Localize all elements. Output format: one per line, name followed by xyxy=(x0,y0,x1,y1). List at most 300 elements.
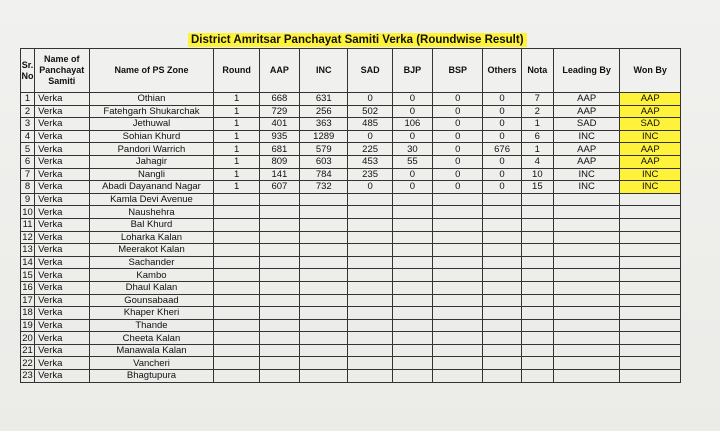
cell-leading-by xyxy=(553,244,620,257)
cell-ps-zone: Pandori Warrich xyxy=(89,143,214,156)
cell-ps-zone: Sohian Khurd xyxy=(89,130,214,143)
cell-panchayat-samiti: Verka xyxy=(35,269,89,282)
cell-bsp xyxy=(433,307,483,320)
cell-sad: 0 xyxy=(348,93,392,106)
cell-nota xyxy=(521,269,553,282)
cell-sad xyxy=(348,231,392,244)
cell-sad xyxy=(348,218,392,231)
cell-nota xyxy=(521,218,553,231)
cell-aap: 141 xyxy=(259,168,299,181)
cell-others: 0 xyxy=(483,168,521,181)
cell-sad: 0 xyxy=(348,130,392,143)
cell-won-by: AAP xyxy=(620,93,681,106)
cell-bsp: 0 xyxy=(433,168,483,181)
cell-others xyxy=(483,344,521,357)
header-others: Others xyxy=(483,49,521,93)
cell-others xyxy=(483,294,521,307)
cell-round xyxy=(214,269,259,282)
cell-leading-by xyxy=(553,193,620,206)
cell-bsp xyxy=(433,206,483,219)
cell-bsp xyxy=(433,319,483,332)
table-row xyxy=(21,281,681,294)
cell-others: 0 xyxy=(483,155,521,168)
cell-won-by xyxy=(620,269,681,282)
cell-inc: 631 xyxy=(300,93,348,106)
cell-panchayat-samiti: Verka xyxy=(35,256,89,269)
cell-others xyxy=(483,218,521,231)
cell-round: 1 xyxy=(214,118,259,131)
cell-others xyxy=(483,193,521,206)
cell-bjp: 0 xyxy=(392,93,432,106)
cell-ps-zone: Fatehgarh Shukarchak xyxy=(89,105,214,118)
cell-ps-zone: Sachander xyxy=(89,256,214,269)
table-row xyxy=(21,155,681,168)
table-row xyxy=(21,130,681,143)
cell-aap: 729 xyxy=(259,105,299,118)
cell-aap xyxy=(259,307,299,320)
cell-aap xyxy=(259,231,299,244)
cell-ps-zone: Cheeta Kalan xyxy=(89,332,214,345)
cell-sad xyxy=(348,294,392,307)
cell-bjp xyxy=(392,307,432,320)
cell-leading-by: AAP xyxy=(553,155,620,168)
cell-won-by xyxy=(620,281,681,294)
cell-ps-zone: Gounsabaad xyxy=(89,294,214,307)
cell-ps-zone: Khaper Kheri xyxy=(89,307,214,320)
cell-inc: 363 xyxy=(300,118,348,131)
cell-panchayat-samiti: Verka xyxy=(35,294,89,307)
cell-panchayat-samiti: Verka xyxy=(35,244,89,257)
cell-won-by xyxy=(620,344,681,357)
cell-sr-no: 21 xyxy=(22,345,33,357)
cell-nota xyxy=(521,231,553,244)
cell-panchayat-samiti: Verka xyxy=(35,168,89,181)
cell-sad xyxy=(348,370,392,383)
cell-sad xyxy=(348,256,392,269)
header-round: Round xyxy=(214,49,259,93)
cell-leading-by: AAP xyxy=(553,105,620,118)
table-row xyxy=(21,218,681,231)
cell-ps-zone: Abadi Dayanand Nagar xyxy=(89,181,214,194)
cell-round xyxy=(214,370,259,383)
cell-ps-zone: Naushehra xyxy=(89,206,214,219)
cell-round xyxy=(214,357,259,370)
cell-ps-zone: Vancheri xyxy=(89,357,214,370)
cell-bjp: 106 xyxy=(392,118,432,131)
cell-won-by: AAP xyxy=(620,155,681,168)
cell-inc: 784 xyxy=(300,168,348,181)
cell-nota xyxy=(521,370,553,383)
cell-sr-no: 7 xyxy=(21,168,35,181)
cell-bjp: 55 xyxy=(392,155,432,168)
table-row xyxy=(21,269,681,282)
cell-sad xyxy=(348,357,392,370)
cell-panchayat-samiti: Verka xyxy=(35,143,89,156)
cell-sr-no: 20 xyxy=(22,332,33,344)
cell-others: 0 xyxy=(483,118,521,131)
cell-sad: 502 xyxy=(348,105,392,118)
cell-aap xyxy=(259,332,299,345)
cell-leading-by xyxy=(553,294,620,307)
cell-nota xyxy=(521,244,553,257)
cell-bsp xyxy=(433,370,483,383)
cell-bjp: 0 xyxy=(392,181,432,194)
cell-sad xyxy=(348,269,392,282)
cell-round: 1 xyxy=(214,93,259,106)
cell-aap xyxy=(259,370,299,383)
cell-sad: 453 xyxy=(348,155,392,168)
cell-sad: 485 xyxy=(348,118,392,131)
cell-bjp xyxy=(392,370,432,383)
cell-leading-by xyxy=(553,269,620,282)
cell-nota xyxy=(521,307,553,320)
cell-sr-no: 19 xyxy=(22,319,33,331)
cell-aap: 401 xyxy=(259,118,299,131)
cell-panchayat-samiti: Verka xyxy=(35,93,89,106)
cell-bsp: 0 xyxy=(433,130,483,143)
cell-panchayat-samiti: Verka xyxy=(35,231,89,244)
cell-won-by xyxy=(620,332,681,345)
table-row xyxy=(21,332,681,345)
cell-bsp: 0 xyxy=(433,105,483,118)
cell-inc: 579 xyxy=(300,143,348,156)
cell-won-by xyxy=(620,307,681,320)
cell-nota: 6 xyxy=(521,130,553,143)
cell-nota xyxy=(521,344,553,357)
cell-sad xyxy=(348,319,392,332)
cell-inc xyxy=(300,370,348,383)
cell-round: 1 xyxy=(214,130,259,143)
cell-won-by xyxy=(620,256,681,269)
cell-others xyxy=(483,231,521,244)
results-table xyxy=(20,48,681,383)
cell-sr-no: 12 xyxy=(22,231,33,243)
cell-aap xyxy=(259,206,299,219)
cell-ps-zone: Kambo xyxy=(89,269,214,282)
cell-round: 1 xyxy=(214,155,259,168)
cell-bjp xyxy=(392,231,432,244)
cell-leading-by xyxy=(553,256,620,269)
header-panchayat-samiti: Name of Panchayat Samiti xyxy=(35,49,89,93)
header-bjp: BJP xyxy=(392,49,432,93)
table-row xyxy=(21,231,681,244)
cell-leading-by xyxy=(553,319,620,332)
cell-inc: 256 xyxy=(300,105,348,118)
cell-round xyxy=(214,307,259,320)
cell-ps-zone: Othian xyxy=(89,93,214,106)
cell-others: 0 xyxy=(483,93,521,106)
cell-nota: 4 xyxy=(521,155,553,168)
cell-sr-no: 15 xyxy=(22,269,33,281)
table-row xyxy=(21,118,681,131)
cell-aap xyxy=(259,256,299,269)
cell-aap xyxy=(259,344,299,357)
cell-bjp xyxy=(392,294,432,307)
cell-aap xyxy=(259,357,299,370)
cell-inc xyxy=(300,218,348,231)
table-row xyxy=(21,357,681,370)
cell-nota: 10 xyxy=(521,168,553,181)
cell-nota xyxy=(521,206,553,219)
cell-ps-zone: Dhaul Kalan xyxy=(89,281,214,294)
cell-others xyxy=(483,269,521,282)
cell-round: 1 xyxy=(214,105,259,118)
cell-nota xyxy=(521,332,553,345)
cell-won-by: INC xyxy=(620,130,681,143)
cell-ps-zone: Jethuwal xyxy=(89,118,214,131)
cell-sr-no: 14 xyxy=(22,257,33,269)
cell-inc xyxy=(300,281,348,294)
cell-ps-zone: Bhagtupura xyxy=(89,370,214,383)
cell-bjp xyxy=(392,332,432,345)
cell-bsp xyxy=(433,281,483,294)
table-row xyxy=(21,143,681,156)
cell-aap xyxy=(259,281,299,294)
cell-others xyxy=(483,357,521,370)
cell-bsp xyxy=(433,332,483,345)
cell-sr-no: 3 xyxy=(21,118,35,131)
cell-inc xyxy=(300,294,348,307)
cell-sr-no: 4 xyxy=(21,130,35,143)
cell-nota xyxy=(521,319,553,332)
cell-bjp: 30 xyxy=(392,143,432,156)
cell-bjp xyxy=(392,244,432,257)
cell-leading-by: AAP xyxy=(553,143,620,156)
cell-nota xyxy=(521,357,553,370)
cell-nota: 1 xyxy=(521,118,553,131)
table-row xyxy=(21,370,681,383)
cell-won-by: AAP xyxy=(620,105,681,118)
cell-aap: 668 xyxy=(259,93,299,106)
cell-panchayat-samiti: Verka xyxy=(35,206,89,219)
header-inc: INC xyxy=(300,49,348,93)
header-sad: SAD xyxy=(348,49,392,93)
cell-panchayat-samiti: Verka xyxy=(35,218,89,231)
cell-leading-by xyxy=(553,370,620,383)
cell-won-by xyxy=(620,357,681,370)
cell-leading-by: SAD xyxy=(553,118,620,131)
cell-panchayat-samiti: Verka xyxy=(35,332,89,345)
cell-aap: 809 xyxy=(259,155,299,168)
cell-ps-zone: Loharka Kalan xyxy=(89,231,214,244)
cell-won-by xyxy=(620,218,681,231)
cell-round xyxy=(214,231,259,244)
cell-bsp: 0 xyxy=(433,155,483,168)
table-row xyxy=(21,294,681,307)
cell-won-by xyxy=(620,319,681,332)
cell-sr-no: 1 xyxy=(21,93,35,106)
table-row xyxy=(21,256,681,269)
cell-leading-by xyxy=(553,307,620,320)
cell-round xyxy=(214,319,259,332)
cell-sr-no: 2 xyxy=(21,105,35,118)
cell-leading-by xyxy=(553,218,620,231)
cell-bsp xyxy=(433,244,483,257)
cell-leading-by xyxy=(553,281,620,294)
cell-round xyxy=(214,206,259,219)
header-aap: AAP xyxy=(259,49,299,93)
cell-bsp xyxy=(433,193,483,206)
cell-others: 0 xyxy=(483,130,521,143)
cell-round: 1 xyxy=(214,143,259,156)
header-leading-by: Leading By xyxy=(553,49,620,93)
cell-aap xyxy=(259,218,299,231)
cell-round xyxy=(214,294,259,307)
cell-ps-zone: Jahagir xyxy=(89,155,214,168)
cell-bjp xyxy=(392,319,432,332)
cell-leading-by: INC xyxy=(553,181,620,194)
cell-leading-by xyxy=(553,231,620,244)
cell-sad: 235 xyxy=(348,168,392,181)
cell-bjp xyxy=(392,281,432,294)
cell-sr-no: 18 xyxy=(22,307,33,319)
cell-leading-by: INC xyxy=(553,130,620,143)
table-row xyxy=(21,93,681,106)
cell-panchayat-samiti: Verka xyxy=(35,118,89,131)
cell-inc: 1289 xyxy=(300,130,348,143)
cell-sad xyxy=(348,193,392,206)
cell-bjp xyxy=(392,206,432,219)
cell-bjp xyxy=(392,269,432,282)
cell-round: 1 xyxy=(214,168,259,181)
cell-aap: 935 xyxy=(259,130,299,143)
cell-round: 1 xyxy=(214,181,259,194)
header-won-by: Won By xyxy=(620,49,681,93)
cell-panchayat-samiti: Verka xyxy=(35,281,89,294)
cell-panchayat-samiti: Verka xyxy=(35,357,89,370)
cell-nota xyxy=(521,294,553,307)
document-title: District Amritsar Panchayat Samiti Verka (Roundwise Result) xyxy=(188,33,527,47)
cell-others xyxy=(483,332,521,345)
cell-inc xyxy=(300,319,348,332)
cell-bjp xyxy=(392,218,432,231)
cell-inc xyxy=(300,231,348,244)
cell-inc xyxy=(300,269,348,282)
cell-inc xyxy=(300,244,348,257)
cell-sr-no: 11 xyxy=(21,218,35,231)
cell-others xyxy=(483,244,521,257)
cell-bjp: 0 xyxy=(392,168,432,181)
cell-others xyxy=(483,319,521,332)
cell-bsp xyxy=(433,269,483,282)
cell-round xyxy=(214,281,259,294)
cell-inc xyxy=(300,193,348,206)
cell-bsp xyxy=(433,344,483,357)
cell-leading-by: INC xyxy=(553,168,620,181)
cell-inc xyxy=(300,357,348,370)
cell-panchayat-samiti: Verka xyxy=(35,181,89,194)
cell-panchayat-samiti: Verka xyxy=(35,319,89,332)
cell-round xyxy=(214,218,259,231)
cell-sr-no: 8 xyxy=(21,181,35,194)
cell-sad: 225 xyxy=(348,143,392,156)
cell-inc: 732 xyxy=(300,181,348,194)
cell-nota: 1 xyxy=(521,143,553,156)
cell-round xyxy=(214,193,259,206)
cell-panchayat-samiti: Verka xyxy=(35,370,89,383)
cell-round xyxy=(214,256,259,269)
cell-ps-zone: Nangli xyxy=(89,168,214,181)
cell-bjp xyxy=(392,256,432,269)
cell-bjp: 0 xyxy=(392,105,432,118)
cell-bsp xyxy=(433,231,483,244)
cell-aap xyxy=(259,244,299,257)
cell-sr-no: 22 xyxy=(22,357,33,369)
cell-bsp xyxy=(433,357,483,370)
cell-nota xyxy=(521,256,553,269)
cell-others: 0 xyxy=(483,181,521,194)
cell-bjp xyxy=(392,193,432,206)
table-body xyxy=(21,93,681,383)
cell-bsp: 0 xyxy=(433,93,483,106)
cell-bsp: 0 xyxy=(433,181,483,194)
cell-others: 676 xyxy=(483,143,521,156)
cell-sad xyxy=(348,307,392,320)
cell-round xyxy=(214,344,259,357)
cell-won-by xyxy=(620,206,681,219)
cell-leading-by xyxy=(553,332,620,345)
cell-panchayat-samiti: Verka xyxy=(35,193,89,206)
cell-leading-by: AAP xyxy=(553,93,620,106)
cell-panchayat-samiti: Verka xyxy=(35,307,89,320)
cell-ps-zone: Kamla Devi Avenue xyxy=(89,193,214,206)
cell-inc xyxy=(300,344,348,357)
cell-inc xyxy=(300,307,348,320)
cell-bsp xyxy=(433,218,483,231)
cell-won-by xyxy=(620,193,681,206)
cell-bsp: 0 xyxy=(433,143,483,156)
cell-inc: 603 xyxy=(300,155,348,168)
header-sr-no: Sr. No xyxy=(21,49,35,93)
table-row xyxy=(21,344,681,357)
cell-aap xyxy=(259,193,299,206)
table-header-row xyxy=(21,49,681,93)
cell-won-by xyxy=(620,370,681,383)
cell-aap: 607 xyxy=(259,181,299,194)
cell-ps-zone: Thande xyxy=(89,319,214,332)
cell-bjp xyxy=(392,357,432,370)
cell-won-by: AAP xyxy=(620,143,681,156)
cell-sr-no: 9 xyxy=(21,193,35,206)
cell-sr-no: 23 xyxy=(22,370,33,382)
cell-panchayat-samiti: Verka xyxy=(35,130,89,143)
table-row xyxy=(21,307,681,320)
cell-bjp: 0 xyxy=(392,130,432,143)
cell-bsp xyxy=(433,256,483,269)
cell-won-by: INC xyxy=(620,168,681,181)
cell-sad xyxy=(348,206,392,219)
cell-nota: 15 xyxy=(521,181,553,194)
cell-sad xyxy=(348,244,392,257)
cell-others: 0 xyxy=(483,105,521,118)
cell-panchayat-samiti: Verka xyxy=(35,105,89,118)
cell-nota: 2 xyxy=(521,105,553,118)
header-nota: Nota xyxy=(521,49,553,93)
cell-nota xyxy=(521,193,553,206)
cell-won-by xyxy=(620,231,681,244)
header-ps-zone: Name of PS Zone xyxy=(89,49,214,93)
cell-ps-zone: Bal Khurd xyxy=(89,218,214,231)
cell-sr-no: 5 xyxy=(21,143,35,156)
cell-others xyxy=(483,281,521,294)
cell-won-by: INC xyxy=(620,181,681,194)
cell-inc xyxy=(300,256,348,269)
cell-aap xyxy=(259,269,299,282)
table-row xyxy=(21,319,681,332)
cell-sad xyxy=(348,344,392,357)
cell-nota xyxy=(521,281,553,294)
table-row xyxy=(21,193,681,206)
